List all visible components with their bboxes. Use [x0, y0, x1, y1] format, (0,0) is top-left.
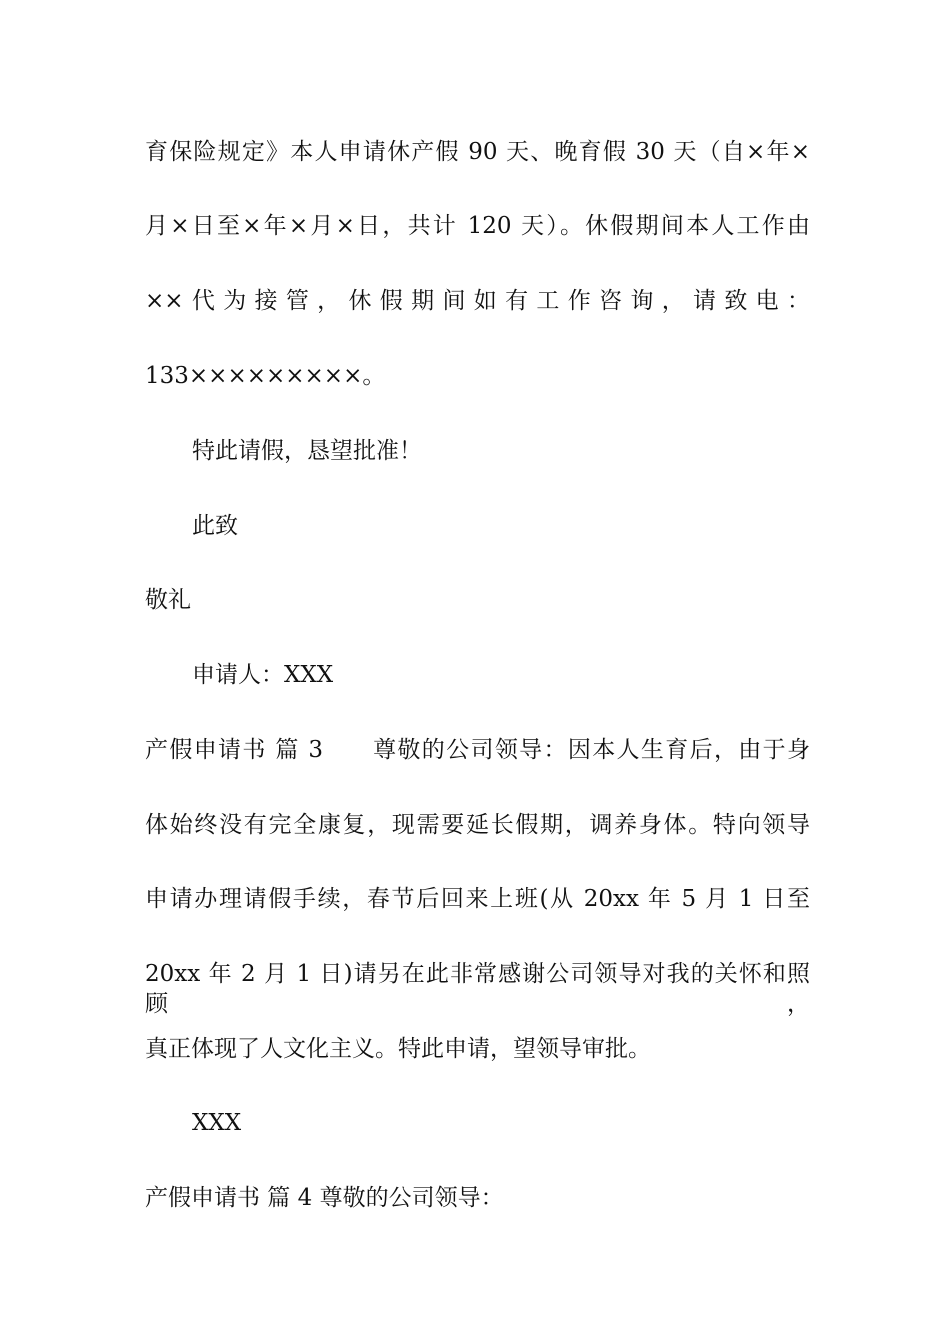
paragraph-line: 20xx 年 2 月 1 日)请另在此非常感谢公司领导对我的关怀和照顾，	[145, 961, 810, 1017]
closing-request-line: 特此请假，恳望批准！	[192, 438, 422, 464]
paragraph-line: 育保险规定》本人申请休产假 90 天、晚育假 30 天（自×年×	[145, 139, 810, 165]
applicant-signature: 申请人：XXX	[192, 662, 334, 688]
salutation-line: 此致	[192, 513, 238, 539]
section-heading-line: 产假申请书 篇 4 尊敬的公司领导：	[145, 1185, 504, 1211]
section-heading-line: 产假申请书 篇 3 尊敬的公司领导：因本人生育后，由于身	[145, 737, 810, 763]
paragraph-line: 真正体现了人文化主义。特此申请，望领导审批。	[145, 1036, 651, 1062]
signature-line: XXX	[192, 1110, 242, 1136]
salutation-line: 敬礼	[145, 587, 191, 613]
paragraph-line: 申请办理请假手续，春节后回来上班(从 20xx 年 5 月 1 日至	[145, 886, 810, 912]
paragraph-line: 体始终没有完全康复，现需要延长假期，调养身体。特向领导	[145, 812, 810, 838]
paragraph-line: ××代为接管，休假期间如有工作咨询，请致电：	[145, 288, 810, 314]
paragraph-line: 月×日至×年×月×日，共计 120 天）。休假期间本人工作由	[145, 213, 810, 239]
paragraph-line: 133×××××××××。	[145, 363, 386, 389]
